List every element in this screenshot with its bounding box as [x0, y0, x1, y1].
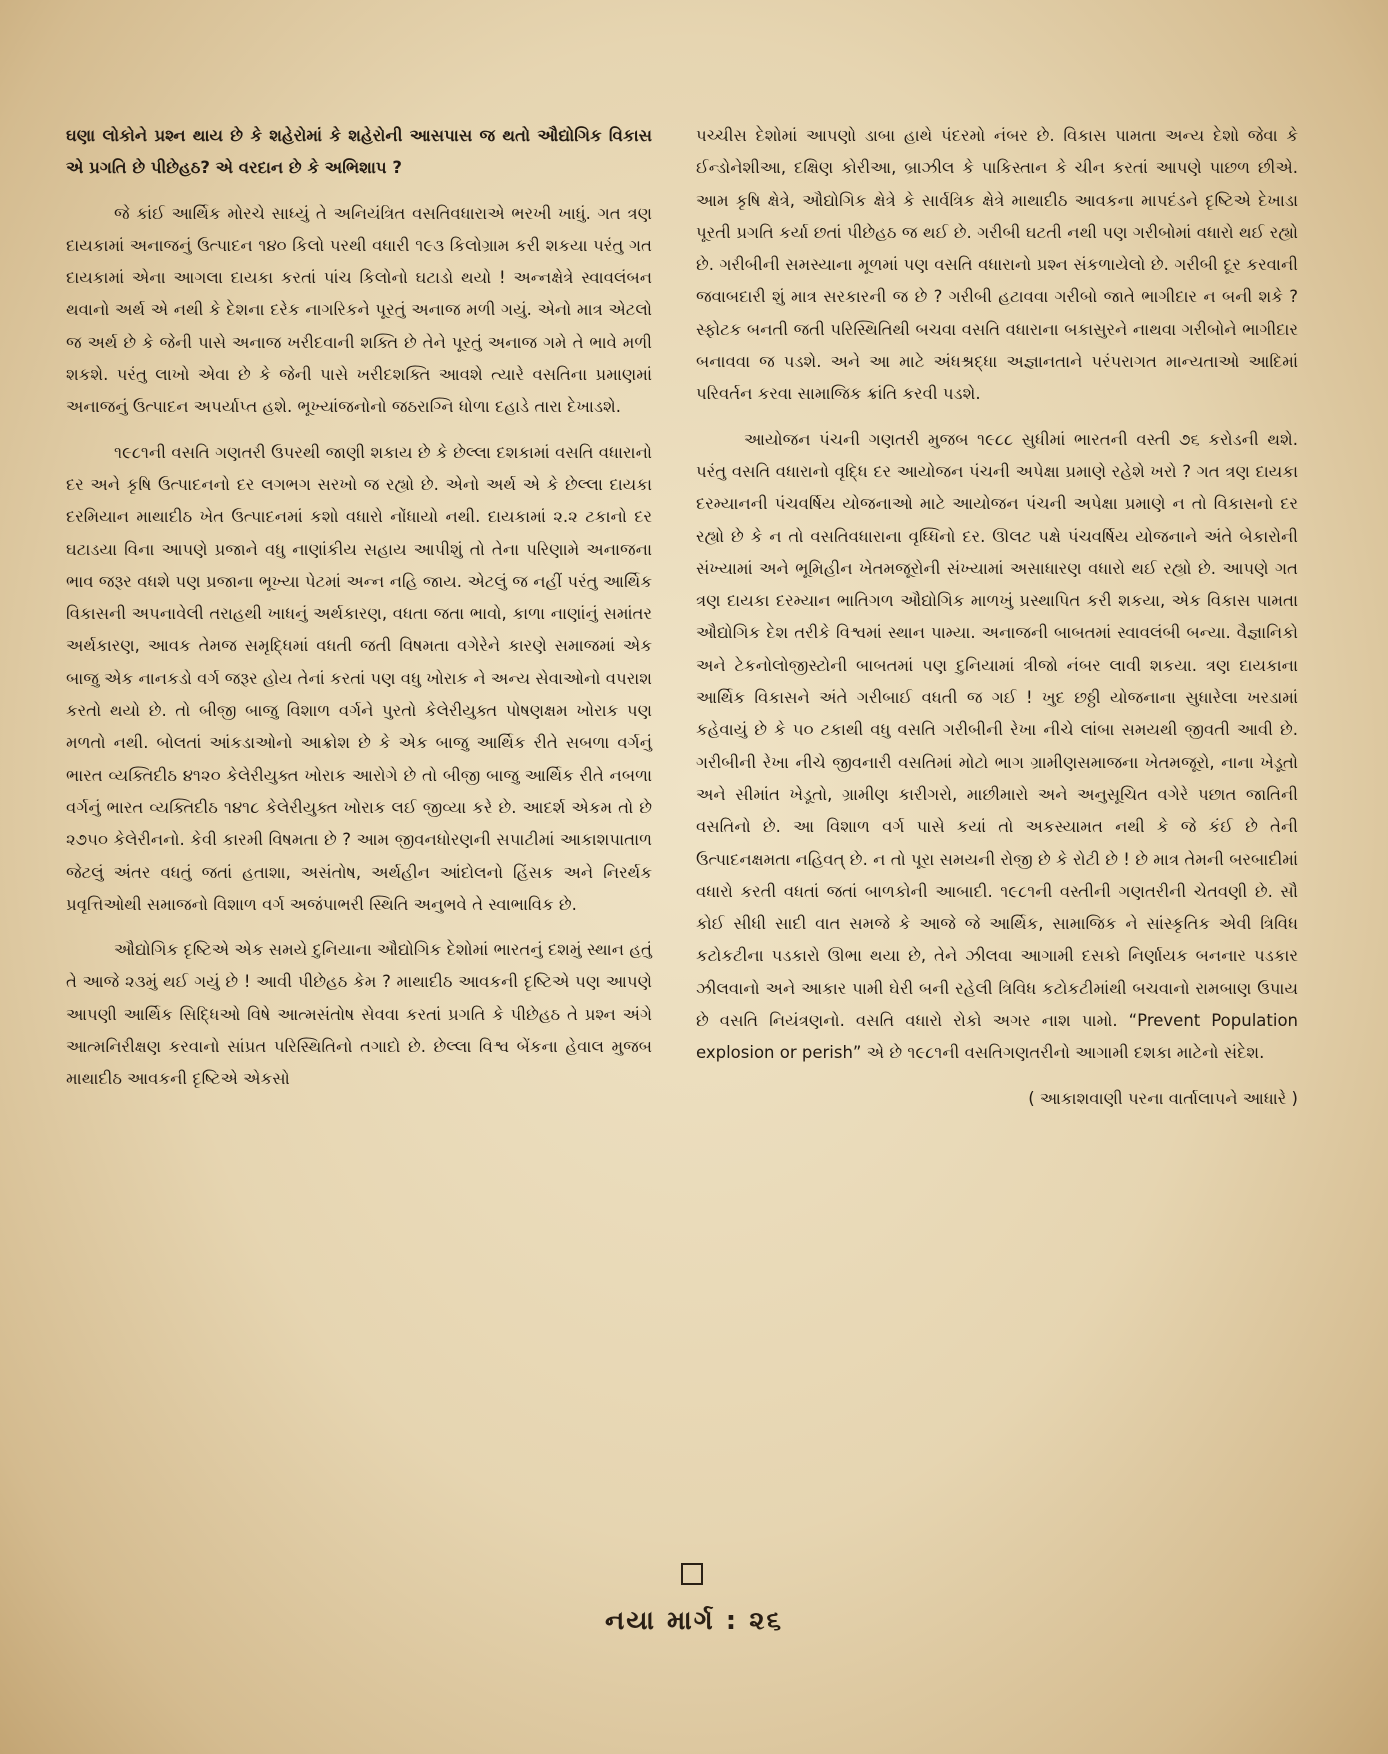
end-of-article-square-icon	[681, 1563, 703, 1585]
source-note: ( આકાશવાણી પરના વાર્તાલાપને આધારે )	[1028, 1088, 1298, 1108]
intro-question-paragraph: ઘણા લોકોને પ્રશ્ન થાય છે કે શહેરોમાં કે શહેરોની આસપાસ જ થતો ઔદ્યોગિક વિકાસ એ પ્રગતિ છે પીછેહઠ? એ વરદાન છે કે અભિશાપ ?	[66, 126, 652, 178]
left-column	[66, 120, 652, 1109]
body-paragraph: પચ્ચીસ દેશોમાં આપણો ડાબા હાથે પંદરમો નંબર છે. વિકાસ પામતા અન્ય દેશો જેવા કે ઈન્ડોનેશીઆ, દક્ષિણ કોરીઆ, બ્રાઝીલ કે પાકિસ્તાન કે ચીન કરતાં આપણે પાછળ છીએ. આમ કૃષિ ક્ષેત્રે, ઔદ્યોગિક ક્ષેત્રે કે સાર્વત્રિક ક્ષેત્રે માથાદીઠ આવકના માપદંડને દૃષ્ટિએ દેખાડા પૂરતી પ્રગતિ કર્યા છતાં પીછેહઠ જ થઈ છે. ગરીબી ઘટતી નથી પણ ગરીબોમાં વધારો થઈ રહ્યો છે. ગરીબીની સમસ્યાના મૂળમાં પણ વસતિ વધારાનો પ્રશ્ન સંકળાયેલો છે. ગરીબી દૂર કરવાની જવાબદારી શું માત્ર સરકારની જ છે ? ગરીબી હટાવવા ગરીબો જાતે ભાગીદાર ન બની શકે ? સ્ફોટક બનતી જતી પરિસ્થિતિથી બચવા વસતિ વધારાના બકાસુરને નાથવા ગરીબોને ભાગીદાર બનાવવા જ પડશે. અને આ માટે અંધશ્રદ્ધા અજ્ઞાનતાને પરંપરાગત માન્યતાઓ આદિમાં પરિવર્તન કરવા સામાજિક ક્રાંતિ કરવી પડશે.	[696, 126, 1298, 404]
body-paragraph: ઔદ્યોગિક દૃષ્ટિએ એક સમયે દુનિયાના ઔદ્યોગિક દેશોમાં ભારતનું દશમું સ્થાન હતું તે આજે ૨૩મું થઈ ગયું છે ! આવી પીછેહઠ કેમ ? માથાદીઠ આવકની દૃષ્ટિએ પણ આપણે આપણી આર્થિક સિદ્ધિઓ વિષે આત્મસંતોષ સેવવા કરતાં પ્રગતિ કે પીછેહઠ તે પ્રશ્ન અંગે આત્મનિરીક્ષણ કરવાનો સાંપ્રત પરિસ્થિતિનો તગાદો છે. છેલ્લા વિશ્વ બેંકના હેવાલ મુજબ માથાદીઠ આવકની દૃષ્ટિએ એકસો	[66, 940, 652, 1089]
body-paragraph: આયોજન પંચની ગણતરી મુજબ ૧૯૮૮ સુધીમાં ભારતની વસ્તી ૭૬ કરોડની થશે. પરંતુ વસતિ વધારાનો વૃદ્ધિ દર આયોજન પંચની અપેક્ષા પ્રમાણે રહેશે ખરો ? ગત ત્રણ દાયકા દરમ્યાનની પંચવર્ષિય યોજનાઓ માટે આયોજન પંચની અપેક્ષા પ્રમાણે ન તો વિકાસનો દર રહ્યો છે કે ન તો વસતિવધારાના વૃધ્ધિનો દર. ઊલટ પક્ષે પંચવર્ષિય યોજનાને અંતે બેકારોની સંખ્યામાં અને ભૂમિહીન ખેતમજૂરોની સંખ્યામાં અસાધારણ વધારો થઈ રહ્યો છે. આપણે ગત ત્રણ દાયકા દરમ્યાન ભાતિગળ ઔદ્યોગિક માળખું પ્રસ્થાપિત કરી શકયા, એક વિકાસ પામતા ઔદ્યોગિક દેશ તરીકે વિશ્વમાં સ્થાન પામ્યા. અનાજની બાબતમાં સ્વાવલંબી બન્યા. વૈજ્ઞાનિકો અને ટેકનોલોજીસ્ટોની બાબતમાં પણ દુનિયામાં ત્રીજો નંબર લાવી શકયા. ત્રણ દાયકાના આર્થિક વિકાસને અંતે ગરીબાઈ વધતી જ ગઈ ! ખુદ છઠ્ઠી યોજનાના સુધારેલા ખરડામાં કહેવાયું છે કે ૫૦ ટકાથી વધુ વસતિ ગરીબીની રેખા નીચે લાંબા સમયથી જીવતી આવી છે. ગરીબીની રેખા નીચે જીવનારી વસતિમાં મોટો ભાગ ગ્રામીણસમાજના ખેતમજૂરો, નાના ખેડૂતો અને સીમાંત ખેડૂતો, ગ્રામીણ કારીગરો, માછીમારો અને અનુસૂચિત વગેરે પછાત જાતિની વસતિનો છે. આ વિશાળ વર્ગ પાસે કયાં તો અકસ્યામત નથી કે જે કંઈ છે તેની ઉત્પાદનક્ષમતા નહિવત્ છે. ન તો પૂરા સમયની રોજી છે કે રોટી છે ! છે માત્ર તેમની બરબાદીમાં વધારો કરતી વધતાં જતાં બાળકોની આબાદી. ૧૯૮૧ની વસ્તીની ગણતરીની ચેતવણી છે. સૌ કોઈ સીધી સાદી વાત સમજે કે આજે જે આર્થિક, સામાજિક ને સાંસ્કૃતિક એવી ત્રિવિધ કટોકટીના પડકારો ઊભા થયા છે, તેને ઝીલવા આગામી દસકો નિર્ણાયક બનનાર પડકાર ઝીલવાનો અને આકાર પામી ઘેરી બની રહેલી ત્રિવિધ કટોકટીમાંથી બચવાનો રામબાણ ઉપાય છે વસતિ નિયંત્રણનો. વસતિ વધારો રોકો અગર નાશ પામો. “Prevent Population explosion or perish” એ છે ૧૯૮૧ની વસતિગણતરીનો આગામી દશકા માટેનો સંદેશ.	[696, 429, 1298, 1063]
body-paragraph: જે કાંઈ આર્થિક મોરચે સાધ્યું તે અનિયંત્રિત વસતિવધારાએ ભરખી ખાધું. ગત ત્રણ દાયકામાં અનાજનું ઉત્પાદન ૧૪૦ કિલો પરથી વધારી ૧૯૩ કિલોગ્રામ કરી શકયા પરંતુ ગત દાયકામાં એના આગલા દાયકા કરતાં પાંચ કિલોનો ઘટાડો થયો ! અન્નક્ષેત્રે સ્વાવલંબન થવાનો અર્થ એ નથી કે દેશના દરેક નાગરિકને પૂરતું અનાજ મળી ગયું. એનો માત્ર એટલો જ અર્થ છે કે જેની પાસે અનાજ ખરીદવાની શક્તિ છે તેને પૂરતું અનાજ ગમે તે ભાવે મળી શકશે. પરંતુ લાખો એવા છે કે જેની પાસે ખરીદશક્તિ આવશે ત્યારે વસતિના પ્રમાણમાં અનાજનું ઉત્પાદન અપર્યાપ્ત હશે. ભૂખ્યાંજનોનો જઠરાગ્નિ ધોળા દહાડે તારા દેખાડશે.	[66, 203, 652, 417]
body-paragraph: ૧૯૮૧ની વસતિ ગણતરી ઉપરથી જાણી શકાય છે કે છેલ્લા દશકામાં વસતિ વધારાનો દર અને કૃષિ ઉત્પાદનનો દર લગભગ સરખો જ રહ્યો છે. એનો અર્થ એ કે છેલ્લા દાયકા દરમિયાન માથાદીઠ ખેત ઉત્પાદનમાં કશો વધારો નોંધાયો નથી. દાયકામાં ૨.૨ ટકાનો દર ઘટાડયા વિના આપણે પ્રજાને વધુ નાણાંકીય સહાય આપીશું તો તેના પરિણામે અનાજના ભાવ જરૂર વધશે પણ પ્રજાના ભૂખ્યા પેટમાં અન્ન નહિ જાય. એટલું જ નહીં પરંતુ આર્થિક વિકાસની અપનાવેલી તરાહથી ખાધનું અર્થકારણ, વધતા જતા ભાવો, કાળા નાણાંનું સમાંતર અર્થકારણ, આવક તેમજ સમૃદ્ધિમાં વધતી જતી વિષમતા વગેરેને કારણે સમાજમાં એક બાજુ એક નાનકડો વર્ગ જરૂર હોય તેનાં કરતાં પણ વધુ ખોરાક ને અન્ય સેવાઓનો વપરાશ કરતો થયો છે. તો બીજી બાજુ વિશાળ વર્ગને પુરતો કેલેરીયુક્ત પોષણક્ષમ ખોરાક પણ મળતો નથી. બોલતાં આંકડાઓનો આક્રોશ છે કે એક બાજુ આર્થિક રીતે સબળા વર્ગનું ભારત વ્યક્તિદીઠ ૪૧૨૦ કેલેરીયુક્ત ખોરાક આરોગે છે તો બીજી બાજુ આર્થિક રીતે નબળા વર્ગનું ભારત વ્યક્તિદીઠ ૧૪૧૮ કેલેરીયુક્ત ખોરાક લઈ જીવ્યા કરે છે. આદર્શ એકમ તો છે ૨૭૫૦ કેલેરીનનો. કેવી કારમી વિષમતા છે ? આમ જીવનધોરણની સપાટીમાં આકાશપાતાળ જેટલું અંતર વધતું જતાં હતાશા, અસંતોષ, અર્થહીન આંદોલનો હિંસક અને નિરર્થક પ્રવૃત્તિઓથી સમાજનો વિશાળ વર્ગ અજંપાભરી સ્થિતિ અનુભવે તે સ્વાભાવિક છે.	[66, 442, 652, 914]
page-footer: નયા માર્ગ : ૨૬	[604, 1606, 784, 1636]
right-column	[696, 120, 1298, 1128]
